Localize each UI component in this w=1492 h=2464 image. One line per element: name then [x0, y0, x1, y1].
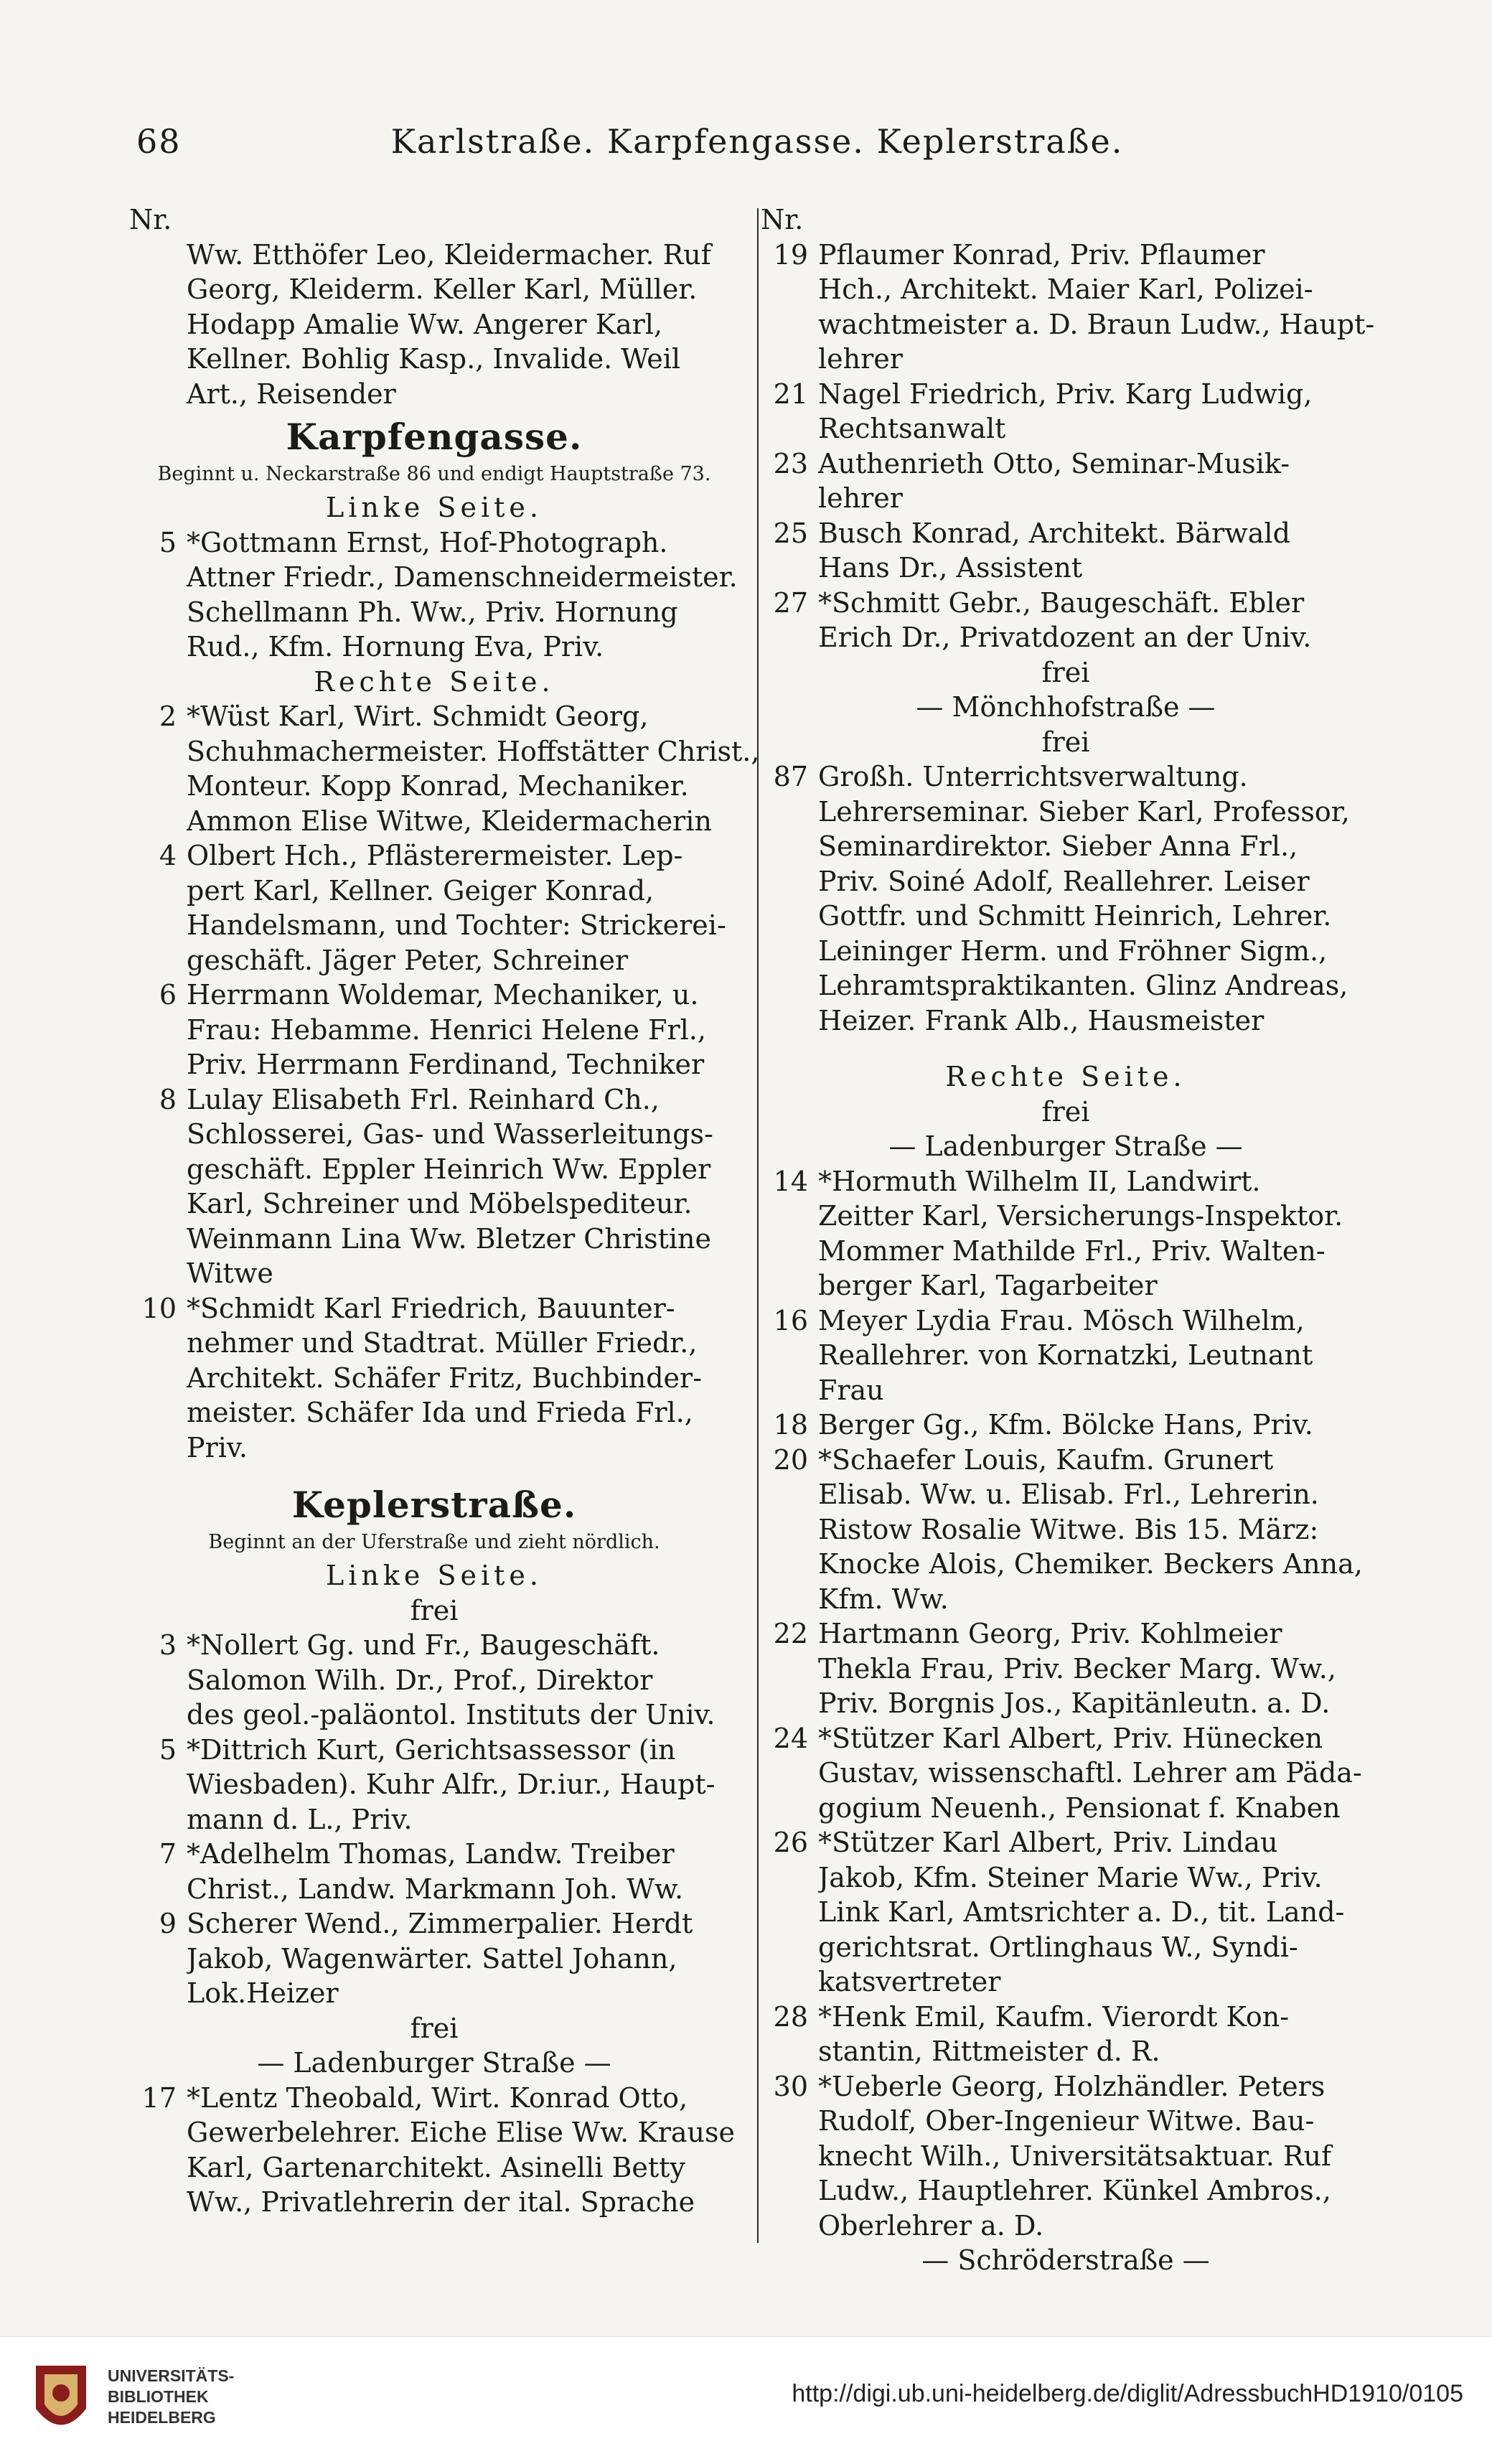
entry-line: Reallehrer. von Kornatzki, Leutnant — [818, 1339, 1313, 1371]
entry-text — [818, 1164, 1371, 1303]
entry-text — [818, 1721, 1371, 1826]
directory-entry — [129, 1733, 739, 1837]
entry-line: Berger Gg., Kfm. Bölcke Hans, Priv. — [818, 1409, 1313, 1441]
directory-entry — [761, 446, 1371, 516]
entry-line: Frau: Hebamme. Henrici Helene Frl., — [187, 1013, 706, 1046]
entry-line: Elisab. Ww. u. Elisab. Frl., Lehrerin. — [818, 1479, 1319, 1510]
continued-entry-line: Hodapp Amalie Ww. Angerer Karl, — [187, 308, 663, 340]
entry-line: Hans Dr., Assistent — [818, 552, 1083, 584]
vacant-label: frei — [410, 2012, 459, 2044]
entry-text — [818, 759, 1371, 1038]
entry-line: Witwe — [187, 1257, 273, 1289]
entry-line: *Stützer Karl Albert, Priv. Lindau — [818, 1827, 1278, 1858]
directory-entry — [761, 1825, 1371, 2000]
entry-line: Lehramtspraktikanten. Glinz Andreas, — [818, 970, 1348, 1001]
entry-text — [187, 1906, 739, 2011]
street-heading-karpfengasse: Karpfengasse. — [286, 416, 583, 458]
entry-line: Ammon Elise Witwe, Kleidermacherin — [187, 805, 712, 837]
page-header — [136, 122, 1378, 179]
house-number: 21 — [773, 378, 808, 410]
directory-entry — [761, 2069, 1371, 2244]
house-number: 87 — [773, 761, 808, 792]
entry-line: Salomon Wilh. Dr., Prof., Direktor — [187, 1664, 653, 1696]
entry-line: stantin, Rittmeister d. R. — [818, 2036, 1160, 2067]
entry-line: pert Karl, Kellner. Geiger Konrad, — [187, 874, 654, 907]
entry-line: Thekla Frau, Priv. Becker Marg. Ww., — [818, 1652, 1336, 1685]
entry-text — [187, 978, 739, 1082]
entry-line: *Schmidt Karl Friedrich, Bauunter- — [187, 1292, 675, 1324]
entry-line: geschäft. Eppler Heinrich Ww. Eppler — [187, 1153, 711, 1185]
directory-entry — [761, 586, 1371, 655]
entry-text — [187, 525, 739, 665]
directory-entry — [129, 978, 739, 1082]
entry-line: Meyer Lydia Frau. Mösch Wilhelm, — [818, 1304, 1305, 1336]
entry-line: berger Karl, Tagarbeiter — [818, 1270, 1158, 1301]
entry-line: Ww., Privatlehrerin der ital. Sprache — [187, 2186, 695, 2218]
entry-line: knecht Wilh., Universitätsaktuar. Ruf — [818, 2140, 1332, 2172]
vacant-label: frei — [410, 1594, 459, 1626]
footer-bar — [0, 2336, 1492, 2464]
left-column — [129, 202, 760, 2220]
street-description: Beginnt u. Neckarstraße 86 und endigt Hauptstraße 73. — [157, 463, 711, 485]
house-number: 2 — [159, 701, 177, 732]
directory-entry — [761, 1303, 1371, 1408]
entry-line: Weinmann Lina Ww. Bletzer Christine — [187, 1222, 711, 1255]
directory-entry — [129, 1906, 739, 2011]
column-divider — [757, 208, 759, 2243]
directory-entry — [129, 838, 739, 978]
entry-line: Christ., Landw. Markmann Joh. Ww. — [187, 1873, 684, 1905]
entry-line: Olbert Hch., Pflästerermeister. Lep- — [187, 840, 683, 871]
entry-text — [818, 238, 1374, 377]
entry-line: Gustav, wissenschaftl. Lehrer am Päda- — [818, 1757, 1362, 1789]
entry-line: Handelsmann, und Tochter: Strickerei- — [187, 909, 726, 941]
entry-line: Leininger Herm. und Fröhner Sigm., — [818, 934, 1328, 967]
entry-line: Busch Konrad, Architekt. Bärwald — [818, 517, 1290, 549]
entry-line: geschäft. Jäger Peter, Schreiner — [187, 944, 629, 976]
cross-street: — Mönchhofstraße — — [916, 691, 1216, 723]
entry-text — [818, 516, 1371, 586]
entry-line: *Schaefer Louis, Kaufm. Grunert — [818, 1443, 1274, 1476]
entry-line: Knocke Alois, Chemiker. Beckers Anna, — [818, 1548, 1363, 1580]
entry-line: *Ueberle Georg, Holzhändler. Peters — [818, 2070, 1326, 2102]
house-number: 9 — [159, 1908, 177, 1939]
entry-line: *Adelhelm Thomas, Landw. Treiber — [187, 1838, 675, 1870]
entry-text — [818, 586, 1371, 655]
house-number: 10 — [141, 1292, 177, 1324]
entry-line: Rudolf, Ober-Ingenieur Witwe. Bau- — [818, 2105, 1315, 2137]
entry-line: Zeitter Karl, Versicherungs-Inspektor. — [818, 1200, 1343, 1232]
entry-line: Gottfr. und Schmitt Heinrich, Lehrer. — [818, 900, 1332, 932]
nr-label: Nr. — [129, 204, 172, 235]
entry-line: Monteur. Kopp Konrad, Mechaniker. — [187, 770, 689, 802]
house-number: 5 — [159, 1733, 177, 1766]
entry-line: Hch., Architekt. Maier Karl, Polizei- — [818, 273, 1313, 305]
university-seal-icon — [29, 2358, 93, 2445]
entry-line: Authenrieth Otto, Seminar-Musik- — [818, 447, 1290, 479]
cross-street: — Schröderstraße — — [921, 2244, 1210, 2276]
entry-line: nehmer und Stadtrat. Müller Friedr., — [187, 1327, 698, 1359]
entry-line: Lok.Heizer — [187, 1977, 339, 2009]
entry-line: Seminardirektor. Sieber Anna Frl., — [818, 830, 1298, 862]
side-heading: Linke Seite. — [326, 492, 543, 523]
directory-entry — [761, 1616, 1371, 1721]
entry-text — [818, 2000, 1371, 2069]
entry-line: gogium Neuenh., Pensionat f. Knaben — [818, 1791, 1341, 1824]
entry-line: Rechtsanwalt — [818, 413, 1006, 444]
entry-line: Mommer Mathilde Frl., Priv. Walten- — [818, 1235, 1326, 1267]
right-column — [761, 202, 1375, 2278]
house-number: 14 — [773, 1165, 808, 1197]
entry-text — [818, 377, 1371, 446]
entry-line: Schlosserei, Gas- und Wasserleitungs- — [187, 1118, 713, 1150]
entry-text — [187, 1628, 739, 1733]
entry-line: Frau — [818, 1374, 884, 1406]
directory-entry — [761, 759, 1371, 1038]
directory-entry — [761, 1721, 1371, 1826]
continued-entry-line: Ww. Etthöfer Leo, Kleidermacher. Ruf — [187, 238, 711, 271]
entry-line: wachtmeister a. D. Braun Ludw., Haupt- — [818, 308, 1375, 340]
entry-line: Jakob, Wagenwärter. Sattel Johann, — [187, 1942, 677, 1975]
house-number: 5 — [159, 526, 177, 558]
entry-line: Karl, Schreiner und Möbelspediteur. — [187, 1188, 693, 1219]
entry-line: mann d. L., Priv. — [187, 1803, 413, 1835]
side-heading: Linke Seite. — [326, 1560, 543, 1591]
entry-line: Jakob, Kfm. Steiner Marie Ww., Priv. — [818, 1861, 1323, 1893]
entry-line: Gewerbelehrer. Eiche Elise Ww. Krause — [187, 2117, 735, 2148]
entry-line: Ludw., Hauptlehrer. Künkel Ambros., — [818, 2175, 1331, 2206]
house-number: 28 — [773, 2000, 808, 2033]
entry-text — [187, 1082, 739, 1291]
entry-line: Priv. Borgnis Jos., Kapitänleutn. a. D. — [818, 1687, 1331, 1719]
entry-line: Lulay Elisabeth Frl. Reinhard Ch., — [187, 1083, 660, 1115]
entry-text — [187, 1733, 739, 1837]
directory-entry — [761, 1164, 1371, 1303]
entry-line: lehrer — [818, 343, 903, 375]
entry-text — [187, 1291, 739, 1466]
entry-text — [818, 2069, 1371, 2244]
entry-text — [187, 699, 759, 838]
street-heading-keplerstrasse: Keplerstraße. — [291, 1484, 577, 1526]
street-description: Beginnt an der Uferstraße und zieht nördlich. — [208, 1531, 660, 1553]
directory-entry — [761, 1407, 1371, 1443]
vacant-label: frei — [1041, 656, 1090, 688]
entry-line: Karl, Gartenarchitekt. Asinelli Betty — [187, 2151, 685, 2183]
continued-entry-line: Georg, Kleiderm. Keller Karl, Müller. — [187, 273, 698, 305]
entry-line: *Nollert Gg. und Fr., Baugeschäft. — [187, 1629, 660, 1661]
house-number: 26 — [773, 1827, 808, 1858]
continued-entry-line: Kellner. Bohlig Kasp., Invalide. Weil — [187, 343, 681, 375]
entry-line: Lehrerseminar. Sieber Karl, Professor, — [818, 795, 1350, 828]
entry-line: gerichtsrat. Ortlinghaus W., Syndi- — [818, 1931, 1298, 1963]
source-url[interactable]: http://digi.ub.uni-heidelberg.de/diglit/AdressbuchHD1910/0105 — [792, 2380, 1463, 2407]
entry-line: *Lentz Theobald, Wirt. Konrad Otto, — [187, 2081, 688, 2114]
house-number: 23 — [773, 447, 808, 479]
house-number: 3 — [159, 1629, 177, 1661]
entry-text — [187, 2081, 739, 2220]
directory-entry — [129, 1628, 739, 1733]
entry-text — [818, 446, 1371, 516]
entry-line: Oberlehrer a. D. — [818, 2209, 1044, 2242]
page-number: 68 — [136, 122, 182, 161]
continued-entry-line: Art., Reisender — [187, 378, 396, 410]
house-number: 4 — [159, 840, 177, 871]
spacer — [761, 1038, 1371, 1059]
entry-text — [187, 1837, 739, 1906]
entry-line: *Henk Emil, Kaufm. Vierordt Kon- — [818, 2000, 1290, 2033]
entry-text — [818, 1443, 1371, 1617]
entry-line: meister. Schäfer Ida und Frieda Frl., — [187, 1397, 693, 1428]
entry-line: Rud., Kfm. Hornung Eva, Priv. — [187, 631, 604, 662]
entry-line: Nagel Friedrich, Priv. Karg Ludwig, — [818, 378, 1313, 410]
entry-line: *Wüst Karl, Wirt. Schmidt Georg, — [187, 701, 649, 732]
entry-line: Priv. Herrmann Ferdinand, Techniker — [187, 1049, 705, 1080]
house-number: 18 — [773, 1409, 808, 1441]
library-name: UNIVERSITÄTS- BIBLIOTHEK HEIDELBERG — [108, 2366, 235, 2427]
entry-line: Großh. Unterrichtsverwaltung. — [818, 761, 1248, 792]
entry-line: lehrer — [818, 482, 903, 514]
page-title: Karlstraße. Karpfengasse. Keplerstraße. — [390, 122, 1124, 161]
entry-line: des geol.-paläontol. Instituts der Univ. — [187, 1699, 715, 1730]
entry-line: Architekt. Schäfer Fritz, Buchbinder- — [187, 1362, 703, 1394]
directory-entry — [761, 2000, 1371, 2069]
entry-line: Heizer. Frank Alb., Hausmeister — [818, 1004, 1265, 1036]
cross-street: — Ladenburger Straße — — [888, 1130, 1243, 1162]
directory-entry — [129, 1837, 739, 1906]
directory-entry — [761, 377, 1371, 446]
directory-entry — [761, 238, 1375, 377]
house-number: 20 — [773, 1443, 808, 1476]
house-number: 6 — [159, 979, 177, 1011]
directory-entry — [761, 1443, 1371, 1617]
nr-label: Nr. — [761, 204, 804, 235]
house-number: 8 — [159, 1083, 177, 1115]
entry-line: Hartmann Georg, Priv. Kohlmeier — [818, 1618, 1282, 1649]
entry-line: Schellmann Ph. Ww., Priv. Hornung — [187, 596, 678, 628]
entry-line: Herrmann Woldemar, Mechaniker, u. — [187, 979, 699, 1011]
house-number: 25 — [773, 517, 808, 549]
entry-line: Attner Friedr., Damenschneidermeister. — [187, 561, 738, 593]
entry-line: Kfm. Ww. — [818, 1583, 949, 1615]
entry-text — [818, 1407, 1371, 1443]
house-number: 16 — [773, 1304, 808, 1336]
entry-line: katsvertreter — [818, 1966, 1001, 1997]
house-number: 7 — [159, 1838, 177, 1870]
directory-entry — [761, 516, 1371, 586]
entry-text — [818, 1303, 1371, 1408]
entry-line: *Gottmann Ernst, Hof-Photograph. — [187, 526, 668, 558]
entry-line: *Hormuth Wilhelm II, Landwirt. — [818, 1165, 1261, 1197]
entry-line: Pflaumer Konrad, Priv. Pflaumer — [818, 238, 1265, 271]
house-number: 24 — [773, 1722, 808, 1754]
directory-entry — [129, 699, 760, 838]
entry-line: Scherer Wend., Zimmerpalier. Herdt — [187, 1908, 693, 1939]
entry-line: Link Karl, Amtsrichter a. D., tit. Land- — [818, 1896, 1345, 1928]
directory-entry — [129, 1291, 739, 1466]
side-heading: Rechte Seite. — [945, 1061, 1186, 1092]
entry-text — [818, 1616, 1371, 1721]
spacer — [129, 1465, 739, 1479]
house-number: 30 — [773, 2070, 808, 2102]
entry-line: Schuhmachermeister. Hoffstätter Christ., — [187, 735, 760, 767]
house-number: 22 — [773, 1618, 808, 1649]
cross-street: — Ladenburger Straße — — [257, 2047, 611, 2079]
entry-text — [187, 838, 739, 978]
entry-line: *Stützer Karl Albert, Priv. Hünecken — [818, 1722, 1323, 1754]
directory-entry — [129, 1082, 739, 1291]
house-number: 17 — [141, 2081, 177, 2114]
house-number: 19 — [773, 238, 808, 271]
entry-line: Erich Dr., Privatdozent an der Univ. — [818, 622, 1312, 653]
directory-entry — [129, 2081, 739, 2220]
entry-line: Ristow Rosalie Witwe. Bis 15. März: — [818, 1513, 1319, 1545]
entry-line: Priv. Soiné Adolf, Reallehrer. Leiser — [818, 865, 1310, 897]
entry-line: Wiesbaden). Kuhr Alfr., Dr.iur., Haupt- — [187, 1769, 715, 1800]
vacant-label: frei — [1041, 1095, 1090, 1128]
entry-text — [818, 1825, 1371, 2000]
directory-entry — [129, 525, 739, 665]
side-heading: Rechte Seite. — [314, 665, 555, 698]
entry-line: *Dittrich Kurt, Gerichtsassessor (in — [187, 1733, 676, 1766]
entry-line: Priv. — [187, 1431, 248, 1463]
entry-line: *Schmitt Gebr., Baugeschäft. Ebler — [818, 586, 1305, 619]
vacant-label: frei — [1041, 726, 1090, 758]
house-number: 27 — [773, 586, 808, 619]
